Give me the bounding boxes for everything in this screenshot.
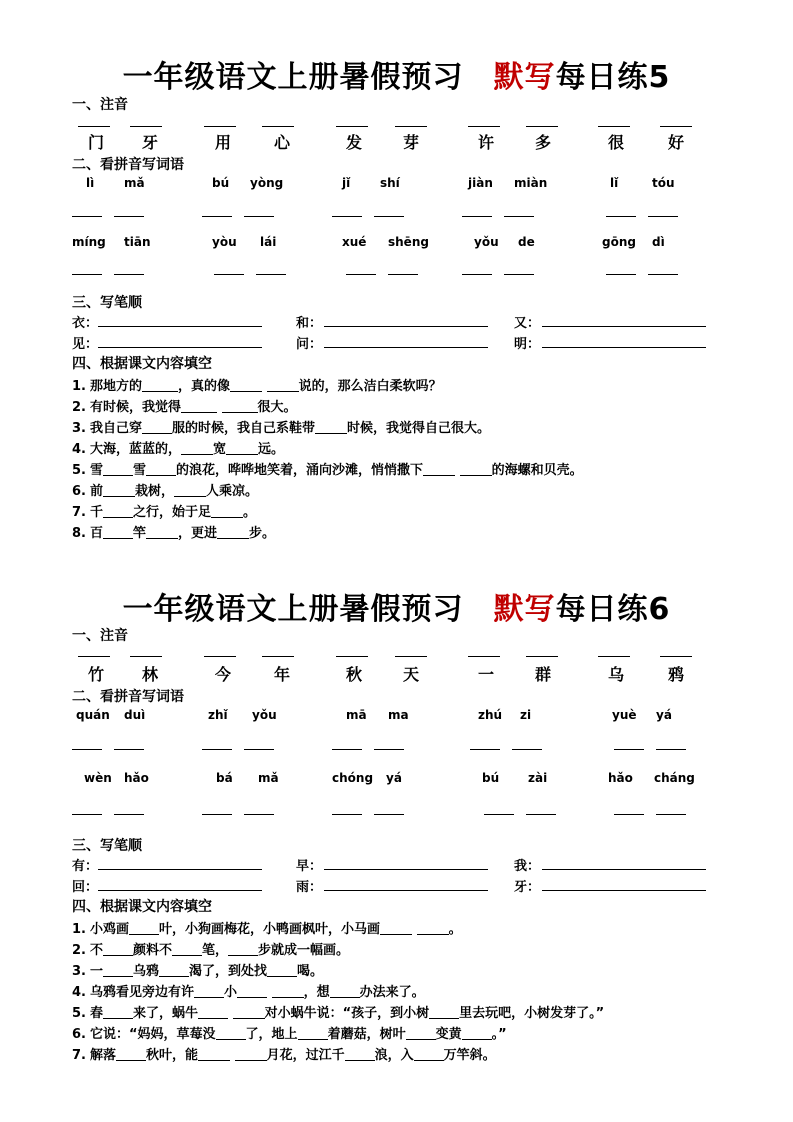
section-heading-fill: 四、根据课文内容填空 [72, 356, 212, 372]
stroke-char: 明： [514, 337, 541, 352]
pinyin: zài [528, 771, 548, 785]
pinyin: yǒu [252, 708, 277, 722]
hanzi-char: 好 [667, 133, 684, 152]
pinyin: yòng [250, 176, 284, 190]
hanzi-char: 天 [402, 665, 419, 684]
fill-item: 7. 解落 秋叶，能 月花，过江千 浪，入 万竿斜。 [72, 1048, 496, 1063]
hanzi-char: 秋 [345, 665, 362, 684]
hanzi-char: 一 [477, 665, 494, 684]
fill-item: 6. 前 栽树， 人乘凉。 [72, 484, 259, 499]
hanzi-char: 芽 [402, 133, 419, 152]
section-heading-strokes: 三、写笔顺 [72, 838, 142, 854]
section-heading-annotate: 一、注音 [72, 628, 128, 644]
pinyin: xué [342, 235, 367, 249]
hanzi-char: 竹 [87, 665, 104, 684]
stroke-char: 牙： [514, 880, 541, 895]
section-heading-annotate: 一、注音 [72, 97, 128, 113]
pinyin: yá [656, 708, 672, 722]
hanzi-char: 发 [345, 133, 362, 152]
section-heading-pinyin: 二、看拼音写词语 [72, 689, 184, 705]
stroke-char: 早： [296, 859, 323, 874]
pinyin: míng [72, 235, 106, 249]
hanzi-char: 多 [534, 133, 551, 152]
pinyin: mǎ [258, 771, 279, 785]
pinyin: lái [260, 235, 277, 249]
pinyin: lǐ [610, 176, 619, 190]
pinyin: tiān [124, 235, 151, 249]
fill-item: 5. 春 来了，蜗牛 对小蜗牛说：“孩子，到小树 里去玩吧，小树发芽了。” [72, 1006, 605, 1021]
hanzi-char: 鸦 [667, 665, 684, 684]
worksheet-title: 一年级语文上册暑假预习 默写每日练6 [122, 592, 671, 627]
fill-item: 1. 那地方的 ，真的像 说的，那么洁白柔软吗？ [72, 379, 442, 394]
stroke-char: 我： [514, 859, 541, 874]
pinyin: shí [380, 176, 400, 190]
pinyin: jiàn [468, 176, 493, 190]
pinyin: zi [520, 708, 532, 722]
pinyin: bá [216, 771, 233, 785]
pinyin: zhú [478, 708, 503, 722]
stroke-char: 衣： [72, 316, 99, 331]
pinyin: yǒu [474, 235, 499, 249]
fill-item: 5. 雪 雪 的浪花，哗哗地笑着，涌向沙滩，悄悄撒下 的海螺和贝壳。 [72, 463, 583, 478]
pinyin: yá [386, 771, 402, 785]
fill-item: 4. 乌鸦看见旁边有许 小 ，想 办法来了。 [72, 985, 425, 1000]
pinyin: ma [388, 708, 409, 722]
hanzi-char: 许 [477, 133, 494, 152]
stroke-char: 见： [72, 337, 99, 352]
pinyin: dì [652, 235, 665, 249]
hanzi-char: 年 [273, 665, 290, 684]
stroke-char: 又： [514, 316, 541, 331]
worksheet-title: 一年级语文上册暑假预习 默写每日练5 [122, 60, 671, 95]
fill-item: 3. 一 乌鸦 渴了，到处找 喝。 [72, 964, 324, 979]
pinyin: mǎ [124, 176, 145, 190]
pinyin: de [518, 235, 535, 249]
stroke-char: 回： [72, 880, 99, 895]
stroke-char: 雨： [296, 880, 323, 895]
fill-item: 4. 大海，蓝蓝的， 宽 远。 [72, 442, 285, 457]
pinyin: hǎo [124, 771, 149, 785]
pinyin: yuè [612, 708, 637, 722]
pinyin: tóu [652, 176, 675, 190]
pinyin: yòu [212, 235, 237, 249]
pinyin: wèn [84, 771, 112, 785]
pinyin: bú [482, 771, 500, 785]
hanzi-char: 今 [214, 665, 231, 684]
fill-item: 3. 我自己穿 服的时候，我自己系鞋带 时候，我觉得自己很大。 [72, 421, 491, 436]
section-heading-fill: 四、根据课文内容填空 [72, 899, 212, 915]
pinyin: quán [76, 708, 110, 722]
fill-item: 7. 千 之行，始于足 。 [72, 505, 257, 520]
hanzi-char: 用 [214, 133, 231, 152]
pinyin: mā [346, 708, 367, 722]
pinyin: miàn [514, 176, 548, 190]
hanzi-char: 乌 [607, 665, 624, 684]
hanzi-char: 群 [534, 665, 551, 684]
pinyin: lì [86, 176, 95, 190]
fill-item: 2. 有时候，我觉得 很大。 [72, 400, 297, 415]
pinyin: gōng [602, 235, 636, 249]
pinyin: cháng [654, 771, 695, 785]
fill-item: 8. 百 竿 ，更进 步。 [72, 526, 276, 541]
stroke-char: 问： [296, 337, 323, 352]
hanzi-char: 心 [273, 133, 290, 152]
fill-item: 1. 小鸡画 叶，小狗画梅花，小鸭画枫叶，小马画 。 [72, 922, 462, 937]
hanzi-char: 牙 [141, 133, 158, 152]
pinyin: zhǐ [208, 708, 228, 722]
pinyin: jǐ [342, 176, 351, 190]
pinyin: hǎo [608, 771, 633, 785]
stroke-char: 和： [296, 316, 323, 331]
pinyin: bú [212, 176, 230, 190]
hanzi-char: 林 [141, 665, 158, 684]
hanzi-char: 门 [87, 133, 104, 152]
section-heading-pinyin: 二、看拼音写词语 [72, 157, 184, 173]
pinyin: shēng [388, 235, 429, 249]
fill-item: 6. 它说：“妈妈，草莓没 了，地上 着蘑菇，树叶 变黄 。” [72, 1027, 507, 1042]
stroke-char: 有： [72, 859, 99, 874]
pinyin: duì [124, 708, 146, 722]
section-heading-strokes: 三、写笔顺 [72, 295, 142, 311]
fill-item: 2. 不 颜料不 笔， 步就成一幅画。 [72, 943, 350, 958]
pinyin: chóng [332, 771, 374, 785]
hanzi-char: 很 [607, 133, 624, 152]
